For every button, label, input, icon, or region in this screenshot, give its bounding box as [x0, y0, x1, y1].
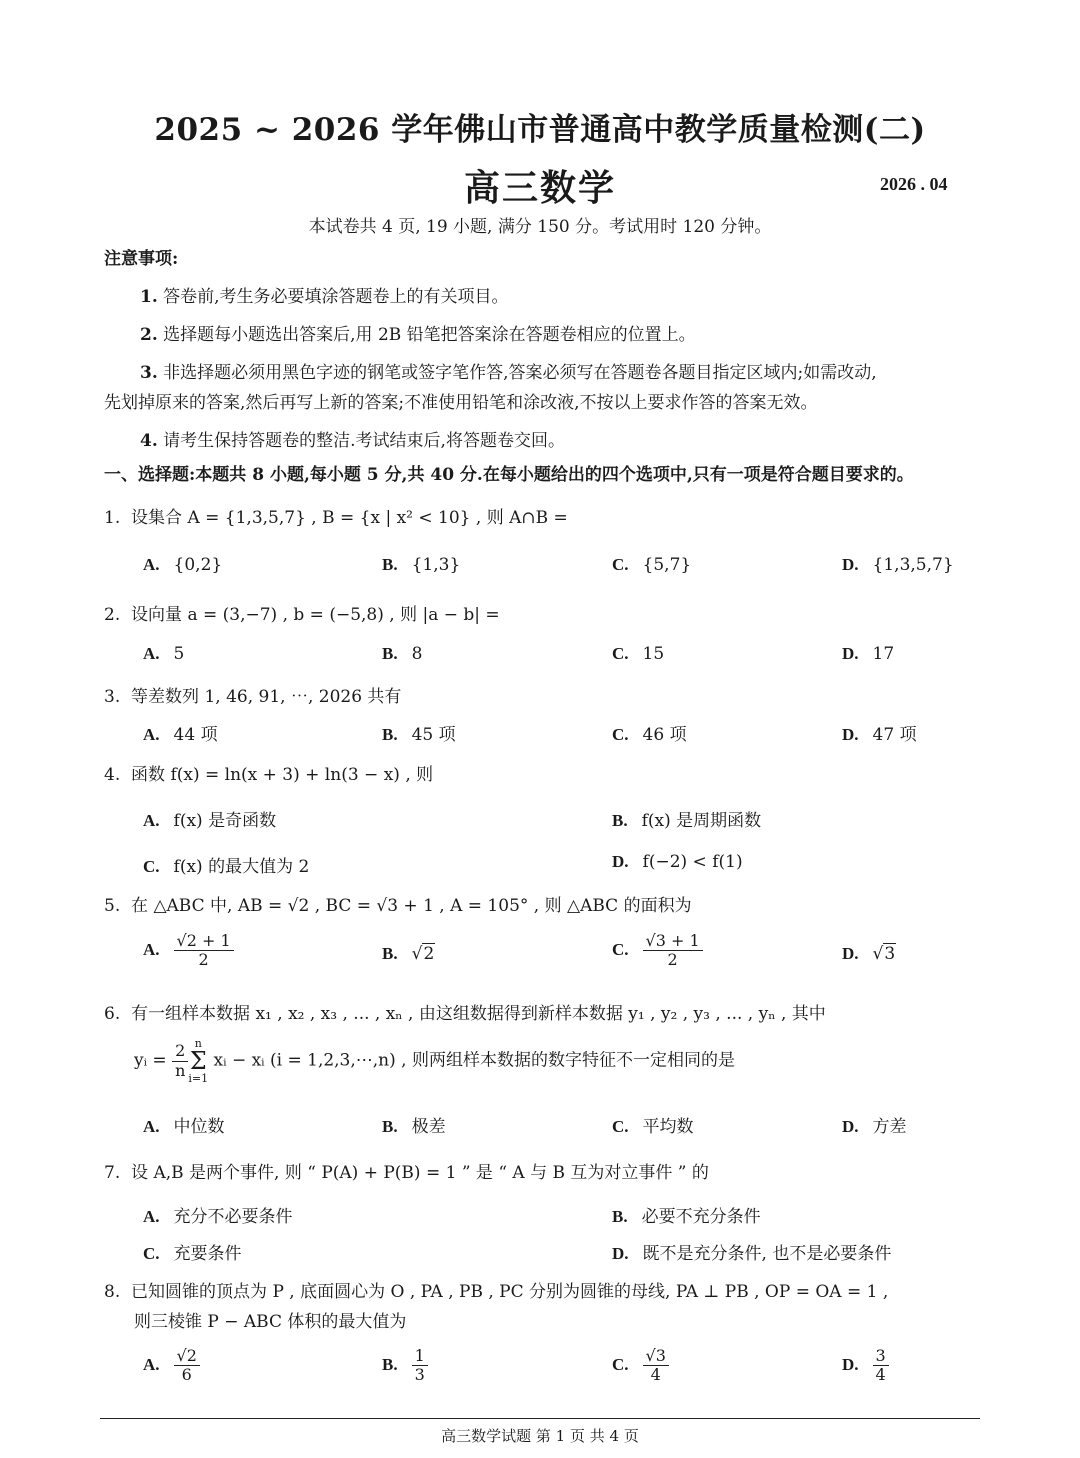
question-6-option-d: D. 方差	[842, 1117, 907, 1137]
page-footer: 高三数学试题 第 1 页 共 4 页	[441, 1427, 639, 1445]
question-6-stem: 6. 有一组样本数据 x₁ , x₂ , x₃ , ... , xₙ , 由这组数据得到新样本数据 y₁ , y₂ , y₃ , ... , yₙ , 其中	[104, 1004, 826, 1024]
question-4-option-c: C. f(x) 的最大值为 2	[143, 857, 310, 877]
question-2-option-c: C. 15	[612, 644, 665, 664]
question-8-option-b: B. $\frac{1}{3}$	[382, 1347, 428, 1385]
question-3-option-d: D. 47 项	[842, 725, 917, 745]
exam-title: 2025 ~ 2026 学年佛山市普通高中教学质量检测(二)	[154, 112, 926, 148]
question-2-stem: 2. 设向量 a = (3,−7) , b = (−5,8) , 则 |a − b| =	[104, 605, 500, 625]
question-4-option-b: B. f(x) 是周期函数	[612, 811, 762, 831]
question-2-option-b: B. 8	[382, 644, 423, 664]
question-3-option-c: C. 46 项	[612, 725, 687, 745]
fraction: $\frac{√3 + 1}{2}$	[643, 932, 703, 970]
question-8-option-d: D. $\frac{3}{4}$	[842, 1347, 889, 1385]
question-8-stem-cont: 则三棱锥 P − ABC 体积的最大值为	[134, 1312, 407, 1332]
question-8-option-a: A. $\frac{√2}{6}$	[143, 1347, 200, 1385]
question-6-option-c: C. 平均数	[612, 1117, 694, 1137]
question-6-option-b: B. 极差	[382, 1117, 446, 1137]
question-1-option-c: C. {5,7}	[612, 555, 692, 575]
question-8-option-c: C. $\frac{√3}{4}$	[612, 1347, 669, 1385]
question-4-stem: 4. 函数 f(x) = ln(x + 3) + ln(3 − x) , 则	[104, 765, 434, 785]
fraction: $\frac{√2 + 1}{2}$	[174, 932, 234, 970]
question-8-stem: 8. 已知圆锥的顶点为 P , 底面圆心为 O , PA , PB , PC 分别为圆锥的母线, PA ⊥ PB , OP = OA = 1 ,	[104, 1282, 889, 1302]
question-7-option-b: B. 必要不充分条件	[612, 1207, 761, 1227]
question-2-option-d: D. 17	[842, 644, 895, 664]
exam-date: 2026 . 04	[880, 174, 948, 194]
question-4-option-d: D. f(−2) < f(1)	[612, 852, 743, 872]
exam-info: 本试卷共 4 页, 19 小题, 满分 150 分。考试用时 120 分钟。	[308, 217, 772, 237]
fraction: $\frac{1}{3}$	[412, 1347, 428, 1385]
section-heading: 一、选择题:本题共 8 小题,每小题 5 分,共 40 分.在每小题给出的四个选项中,只有一项是符合题目要求的。	[104, 465, 914, 485]
question-1-option-b: B. {1,3}	[382, 555, 461, 575]
question-5-option-d: D. √3	[842, 944, 896, 964]
notice-1: 1. 答卷前,考生务必要填涂答题卷上的有关项目。	[140, 287, 509, 307]
notice-2: 2. 选择题每小题选出答案后,用 2B 铅笔把答案涂在答题卷相应的位置上。	[140, 325, 696, 345]
fraction: $\frac{√3}{4}$	[643, 1347, 669, 1385]
question-4-option-a: A. f(x) 是奇函数	[143, 811, 277, 831]
question-1-option-a: A. {0,2}	[143, 555, 223, 575]
summation: n Σ i=1	[188, 1037, 209, 1085]
question-3-stem: 3. 等差数列 1, 46, 91, ⋯, 2026 共有	[104, 687, 402, 707]
question-1-option-d: D. {1,3,5,7}	[842, 555, 954, 575]
question-5-option-c: C. $\frac{√3 + 1}{2}$	[612, 932, 703, 970]
question-3-option-b: B. 45 项	[382, 725, 456, 745]
question-6-formula: yᵢ = $\frac{2}{n}$ n Σ i=1 xᵢ − xᵢ (i = 1,2,3,⋯,n) , 则两组样本数据的数字特征不一定相同的是	[134, 1037, 735, 1085]
question-7-option-c: C. 充要条件	[143, 1244, 242, 1264]
fraction: $\frac{3}{4}$	[873, 1347, 889, 1385]
subject-title: 高三数学	[463, 167, 616, 209]
question-7-stem: 7. 设 A,B 是两个事件, 则 “ P(A) + P(B) = 1 ” 是 “ A 与 B 互为对立事件 ” 的	[104, 1163, 709, 1183]
notice-3: 3. 非选择题必须用黑色字迹的钢笔或签字笔作答,答案必须写在答题卷各题目指定区域内;如需改动,	[140, 363, 877, 383]
question-3-option-a: A. 44 项	[143, 725, 218, 745]
question-6-option-a: A. 中位数	[143, 1117, 225, 1137]
notice-3-cont: 先划掉原来的答案,然后再写上新的答案;不准使用铅笔和涂改液,不按以上要求作答的答案无效。	[104, 393, 818, 413]
fraction: $\frac{2}{n}$	[172, 1042, 188, 1080]
footer-divider	[100, 1418, 980, 1419]
question-5-option-a: A. $\frac{√2 + 1}{2}$	[143, 932, 234, 970]
question-1-stem: 1. 设集合 A = {1,3,5,7} , B = {x | x² < 10} , 则 A∩B =	[104, 508, 568, 528]
question-5-stem: 5. 在 △ABC 中, AB = √2 , BC = √3 + 1 , A = 105° , 则 △ABC 的面积为	[104, 896, 692, 916]
question-7-option-d: D. 既不是充分条件, 也不是必要条件	[612, 1244, 892, 1264]
question-7-option-a: A. 充分不必要条件	[143, 1207, 293, 1227]
notice-heading: 注意事项:	[104, 249, 179, 269]
fraction: $\frac{√2}{6}$	[174, 1347, 200, 1385]
notice-4: 4. 请考生保持答题卷的整洁.考试结束后,将答题卷交回。	[140, 431, 565, 451]
question-2-option-a: A. 5	[143, 644, 185, 664]
question-5-option-b: B. √2	[382, 944, 435, 964]
